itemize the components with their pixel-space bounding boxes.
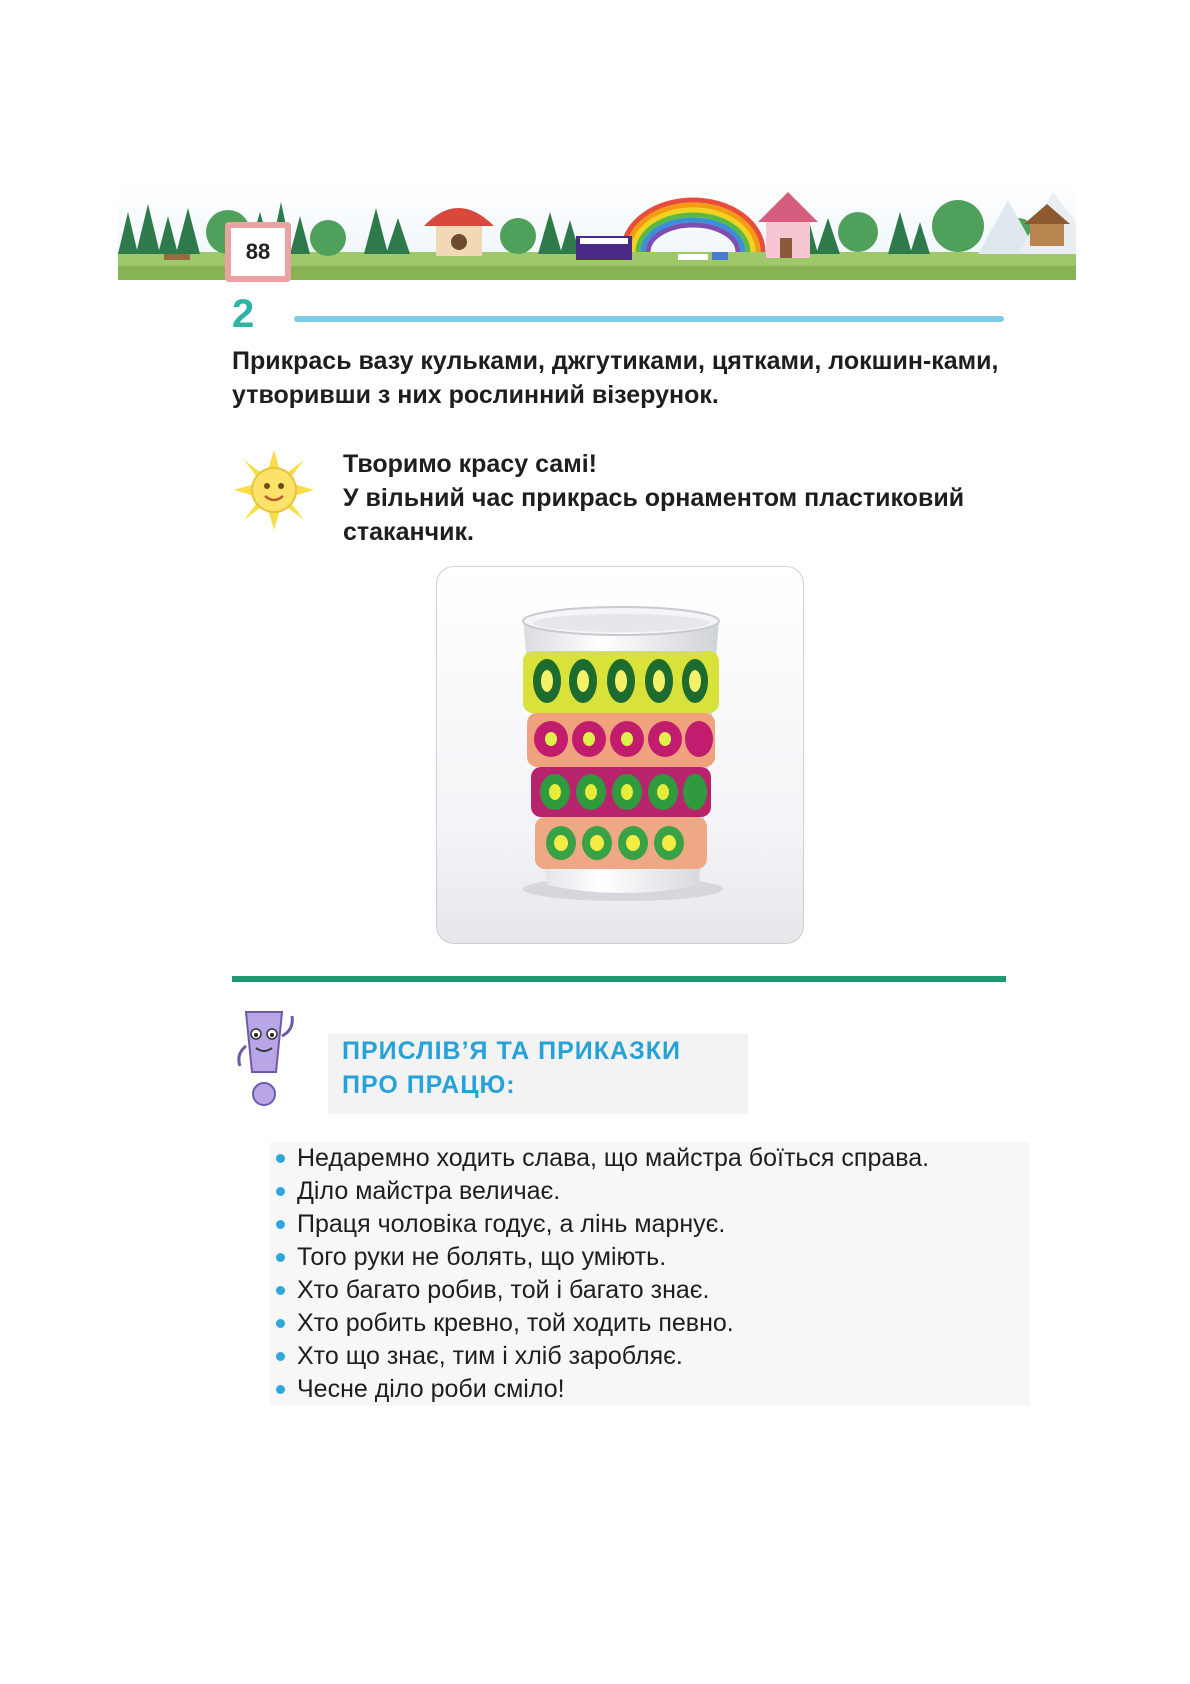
proverb-text: Хто що знає, тим і хліб заробляє. xyxy=(297,1342,683,1370)
list-item xyxy=(270,1340,1030,1373)
proverbs-heading xyxy=(328,1034,748,1114)
sun-icon xyxy=(232,448,316,532)
list-item xyxy=(270,1208,1030,1241)
bullet-icon xyxy=(276,1187,285,1196)
proverb-text: Хто робить кревно, той ходить певно. xyxy=(297,1309,734,1337)
creative-text: У вільний час прикрась орнаментом пластиковий стаканчик. xyxy=(343,484,965,546)
bullet-icon xyxy=(276,1286,285,1295)
proverb-text: Недаремно ходить слава, що майстра боїться справа. xyxy=(297,1144,930,1172)
task-instruction: Прикрась вазу кульками, джгутиками, цятками, локшин-ками, утворивши з них рослинний візерунок. xyxy=(232,347,999,409)
proverb-text: Хто багато робив, той і багато знає. xyxy=(297,1276,710,1304)
bullet-icon xyxy=(276,1220,285,1229)
bullet-icon xyxy=(276,1385,285,1394)
list-item xyxy=(270,1373,1030,1406)
bullet-icon xyxy=(276,1253,285,1262)
page-number: 88 xyxy=(225,222,291,282)
bullet-icon xyxy=(276,1319,285,1328)
section-divider xyxy=(232,976,1006,982)
bullet-icon xyxy=(276,1352,285,1361)
task-number: 2 xyxy=(232,292,255,336)
list-item xyxy=(270,1274,1030,1307)
proverbs-heading-line1: ПРИСЛІВ’Я ТА ПРИКАЗКИ xyxy=(342,1037,681,1065)
proverb-text: Діло майстра величає. xyxy=(297,1177,561,1205)
proverbs-heading-line2: ПРО ПРАЦЮ: xyxy=(342,1071,516,1099)
decorated-cup-photo xyxy=(436,566,804,944)
proverbs-list xyxy=(270,1142,1030,1406)
list-item xyxy=(270,1142,1030,1175)
task-divider xyxy=(294,316,1004,322)
proverb-text: Праця чоловіка годує, а лінь марнує. xyxy=(297,1210,726,1238)
list-item xyxy=(270,1241,1030,1274)
bullet-icon xyxy=(276,1154,285,1163)
list-item xyxy=(270,1175,1030,1208)
proverb-text: Чесне діло роби сміло! xyxy=(297,1375,565,1403)
creative-title: Творимо красу самі! xyxy=(343,450,597,478)
exclamation-mascot-icon xyxy=(232,1006,304,1110)
list-item xyxy=(270,1307,1030,1340)
proverb-text: Того руки не болять, що уміють. xyxy=(297,1243,667,1271)
